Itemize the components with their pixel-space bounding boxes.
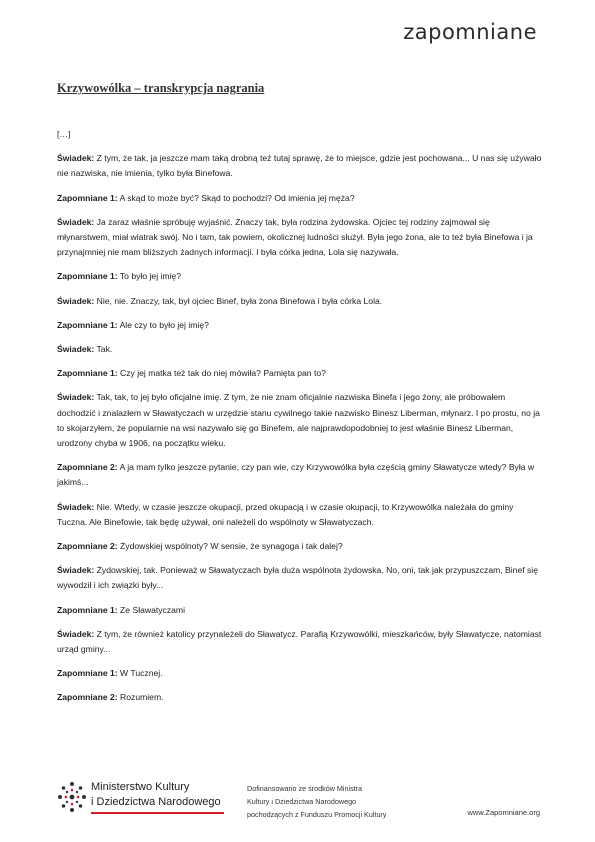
utterance-text: W Tucznej. xyxy=(117,668,163,679)
utterance-text: Z tym, że tak, ja jeszcze mam taką drobną też tutaj sprawę, że to miejsce, gdzie jest pochowana... U nas się używało nie nazwiska, nie imienia, tylko była Binefowa. xyxy=(57,153,542,179)
omission-marker: […] xyxy=(57,129,71,139)
utterance-text: Nie. Wtedy, w czasie jeszcze okupacji, przed okupacją i w czasie okupacji, to Krzywowólka należała do gminy Tuczna. Ale Binefowie, tak będę używał, oni należeli do wspólnoty w Sławatyczach. xyxy=(57,501,514,527)
transcript-paragraph xyxy=(57,390,542,451)
utterance-text: Żydowskiej wspólnoty? W sensie, że synagoga i tak dalej? xyxy=(117,541,343,552)
transcript-paragraph xyxy=(57,603,542,618)
page-footer xyxy=(57,778,540,823)
speaker-label: Świadek: xyxy=(57,501,95,512)
transcript-paragraph xyxy=(57,539,542,554)
utterance-text: Czy jej matka też tak do niej mówiła? Pamięta pan to? xyxy=(117,368,326,379)
ministry-name-line2: i Dziedzictwa Narodowego xyxy=(91,796,221,808)
ministry-accent-bar xyxy=(91,812,224,814)
utterance-text: Ale czy to było jej imię? xyxy=(117,319,209,330)
speaker-label: Zapomniane 1: xyxy=(57,271,118,282)
speaker-label: Zapomniane 1: xyxy=(57,368,118,379)
speaker-label: Świadek: xyxy=(57,628,95,639)
transcript-paragraph xyxy=(57,500,542,530)
utterance-text: Żydowskiej, tak. Ponieważ w Sławatyczach była duża wspólnota żydowska. No, oni, tak jak przypuszczam, Binef się wywodził i ich związki były... xyxy=(57,565,538,591)
website-link[interactable]: www.Zapomniane.org xyxy=(467,808,540,817)
utterance-text: Nie, nie. Znaczy, tak, był ojciec Binef, była żona Binefowa i była córka Lola. xyxy=(94,295,383,306)
transcript-paragraph xyxy=(57,151,542,181)
transcript-paragraph xyxy=(57,294,542,309)
speaker-label: Zapomniane 2: xyxy=(57,462,118,473)
transcript-paragraph xyxy=(57,666,542,681)
transcript-paragraph xyxy=(57,269,542,284)
speaker-label: Świadek: xyxy=(57,216,95,227)
ministry-emblem-icon xyxy=(57,780,87,819)
zapomniane-logo: zapomniane xyxy=(403,20,537,44)
transcript-paragraph xyxy=(57,191,542,206)
utterance-text: To było jej imię? xyxy=(117,271,182,282)
funding-line3: pochodzących z Funduszu Promocji Kultury xyxy=(247,810,387,819)
transcript-paragraph xyxy=(57,460,542,490)
document-title: Krzywowólka – transkrypcja nagrania xyxy=(57,81,265,95)
transcript-paragraph xyxy=(57,215,542,261)
transcript-paragraph xyxy=(57,563,542,593)
utterance-text: A ja mam tylko jeszcze pytanie, czy pan wie, czy Krzywowólka była częścią gminy Sławatycze wtedy? Była w jakimś... xyxy=(57,462,535,488)
speaker-label: Świadek: xyxy=(57,295,95,306)
transcript-body xyxy=(57,127,542,715)
utterance-text: A skąd to może być? Skąd to pochodzi? Od imienia jej męża? xyxy=(117,192,355,203)
speaker-label: Zapomniane 2: xyxy=(57,541,118,552)
funding-line2: Kultury i Dziedzictwa Narodowego xyxy=(247,797,357,806)
utterance-text: Z tym, że również katolicy przynależeli do Sławatycz. Parafią Krzywowólki, mieszkańców, były Sławatycze, natomiast urząd gminy... xyxy=(57,628,542,655)
utterance-text: Ze Sławatyczami xyxy=(117,604,185,615)
ministry-logo xyxy=(57,778,237,822)
speaker-label: Świadek: xyxy=(57,344,95,355)
speaker-label: Świadek: xyxy=(57,565,95,576)
transcript-paragraph xyxy=(57,627,542,657)
funding-line1: Dofinansowano ze środków Ministra xyxy=(247,784,363,793)
utterance-text: Ja zaraz właśnie spróbuję wyjaśnić. Znaczy tak, była rodzina żydowska. Ojciec tej rodziny zajmował się młynarstwem, miał wiatrak swój. No i tam, tak powiem, okolicznej ludności służył. Była jego żona, ale to też była Binefowa i ja przynajmniej nie mam bliższych żadnych informacji. I była córka jedna, Lola się nazywała. xyxy=(57,216,533,258)
speaker-label: Zapomniane 2: xyxy=(57,692,118,703)
utterance-text: Tak, tak, to jej było oficjalne imię. Z tym, że nie znam oficjalnie nazwiska Binefa i jego żony, ale próbowałem dochodzić i znalazłem w Sławatyczach w urzędzie stanu cywilnego takie nazwisko Binesz Liberman, młynarz. I po prostu, no ja to skojarzyłem, że popularnie na wsi nazywało się go Binefem, ale najprawdopodobniej to jest właśnie Binesz Liberman, urodzony chyba w 1906, na początku wieku. xyxy=(57,392,540,449)
speaker-label: Zapomniane 1: xyxy=(57,668,118,679)
speaker-label: Zapomniane 1: xyxy=(57,192,118,203)
transcript-paragraph xyxy=(57,342,542,357)
speaker-label: Zapomniane 1: xyxy=(57,319,118,330)
transcript-paragraph xyxy=(57,318,542,333)
transcript-paragraphs xyxy=(57,151,542,705)
speaker-label: Zapomniane 1: xyxy=(57,604,118,615)
transcript-paragraph xyxy=(57,690,542,705)
ministry-name-line1: Ministerstwo Kultury xyxy=(91,781,190,793)
utterance-text: Tak. xyxy=(94,344,113,355)
utterance-text: Rozumiem. xyxy=(117,692,164,703)
funding-note xyxy=(247,782,447,821)
speaker-label: Świadek: xyxy=(57,153,95,164)
transcript-paragraph xyxy=(57,366,542,381)
speaker-label: Świadek: xyxy=(57,392,95,403)
